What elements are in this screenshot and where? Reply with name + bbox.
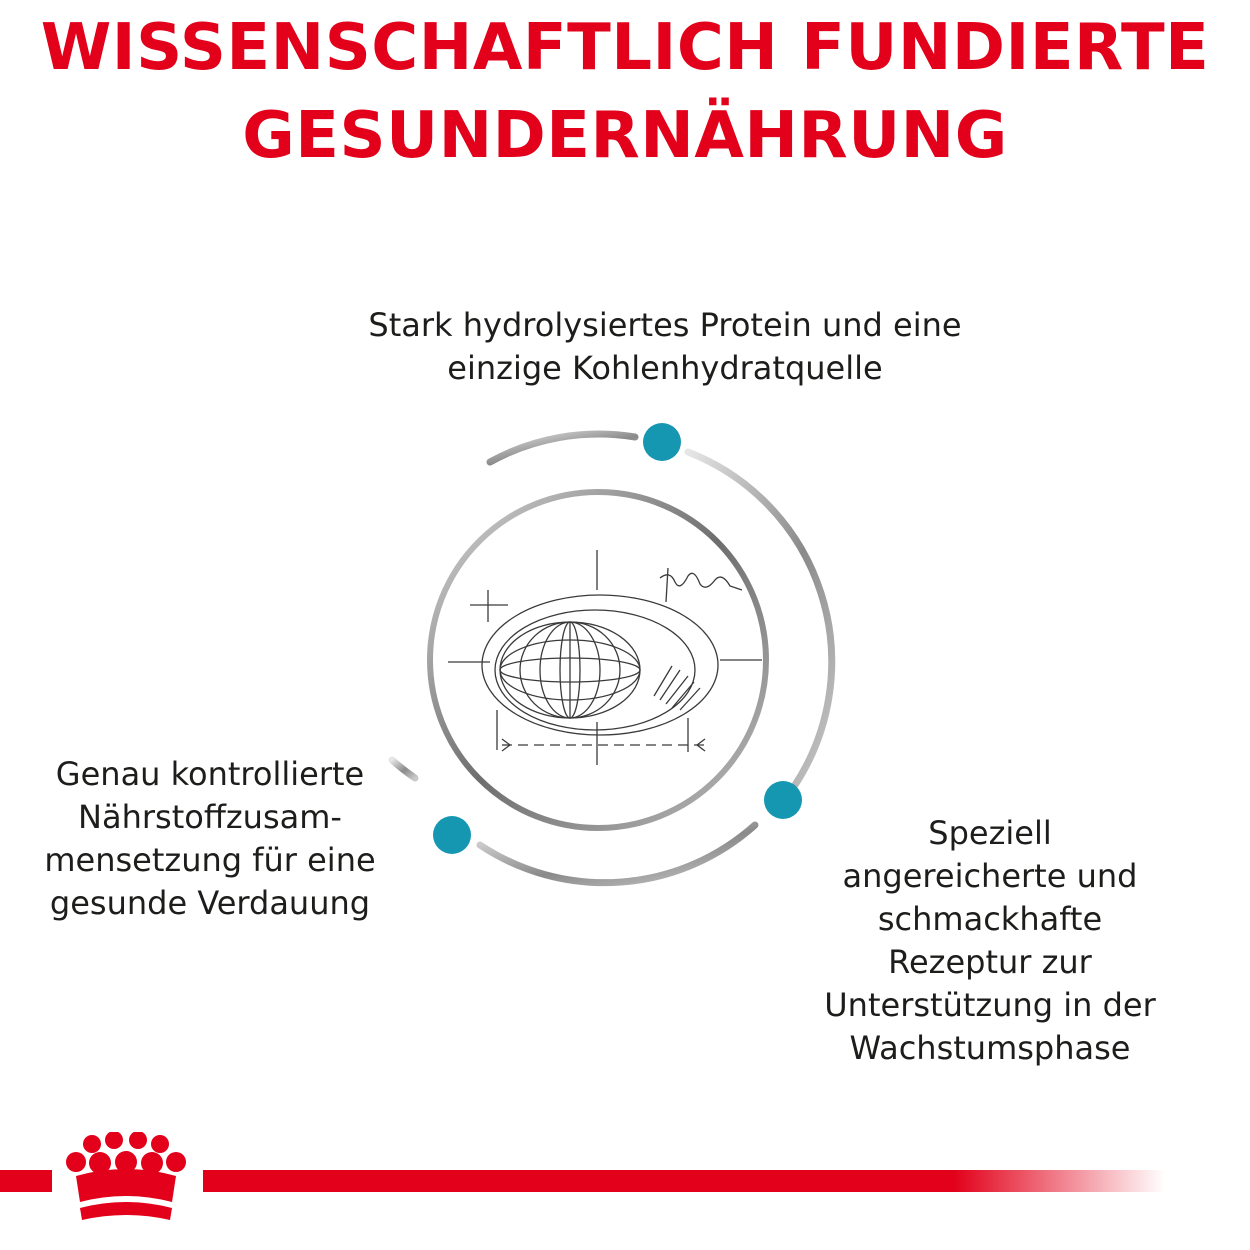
benefit-top-line: Stark hydrolysiertes Protein und eine xyxy=(368,306,962,344)
benefit-left-line: gesunde Verdauung xyxy=(49,884,371,922)
benefit-right-line: Wachstumsphase xyxy=(849,1029,1131,1067)
benefit-left-line: Nährstoffzusam- xyxy=(78,798,342,836)
benefit-dot-right xyxy=(764,781,802,819)
footer-bar-left xyxy=(0,1170,52,1192)
crown-logo-icon xyxy=(62,1132,192,1227)
benefit-right-line: schmackhafte xyxy=(877,900,1103,938)
footer-bar-right xyxy=(203,1170,1165,1192)
inner-ring xyxy=(430,492,766,828)
headline xyxy=(0,4,1250,180)
headline-line-2: GESUNDERNÄHRUNG xyxy=(242,99,1008,173)
benefit-top-line: einzige Kohlenhydratquelle xyxy=(447,349,883,387)
benefit-right xyxy=(800,812,1180,1070)
benefit-left-line: Genau kontrollierte xyxy=(55,755,365,793)
headline-line-1: WISSENSCHAFTLICH FUNDIERTE xyxy=(40,11,1210,85)
benefit-left-line: mensetzung für eine xyxy=(44,841,376,879)
kibble-sketch-icon xyxy=(448,550,762,765)
benefit-right-line: Speziell xyxy=(928,814,1052,852)
benefit-dot-left xyxy=(433,816,471,854)
benefit-right-line: Unterstützung in der xyxy=(824,986,1156,1024)
benefits-diagram xyxy=(370,400,850,900)
benefit-left xyxy=(10,753,410,925)
benefit-right-line: Rezeptur zur xyxy=(888,943,1092,981)
benefit-dot-top xyxy=(643,423,681,461)
benefit-top xyxy=(300,304,1030,390)
benefit-right-line: angereicherte und xyxy=(842,857,1138,895)
